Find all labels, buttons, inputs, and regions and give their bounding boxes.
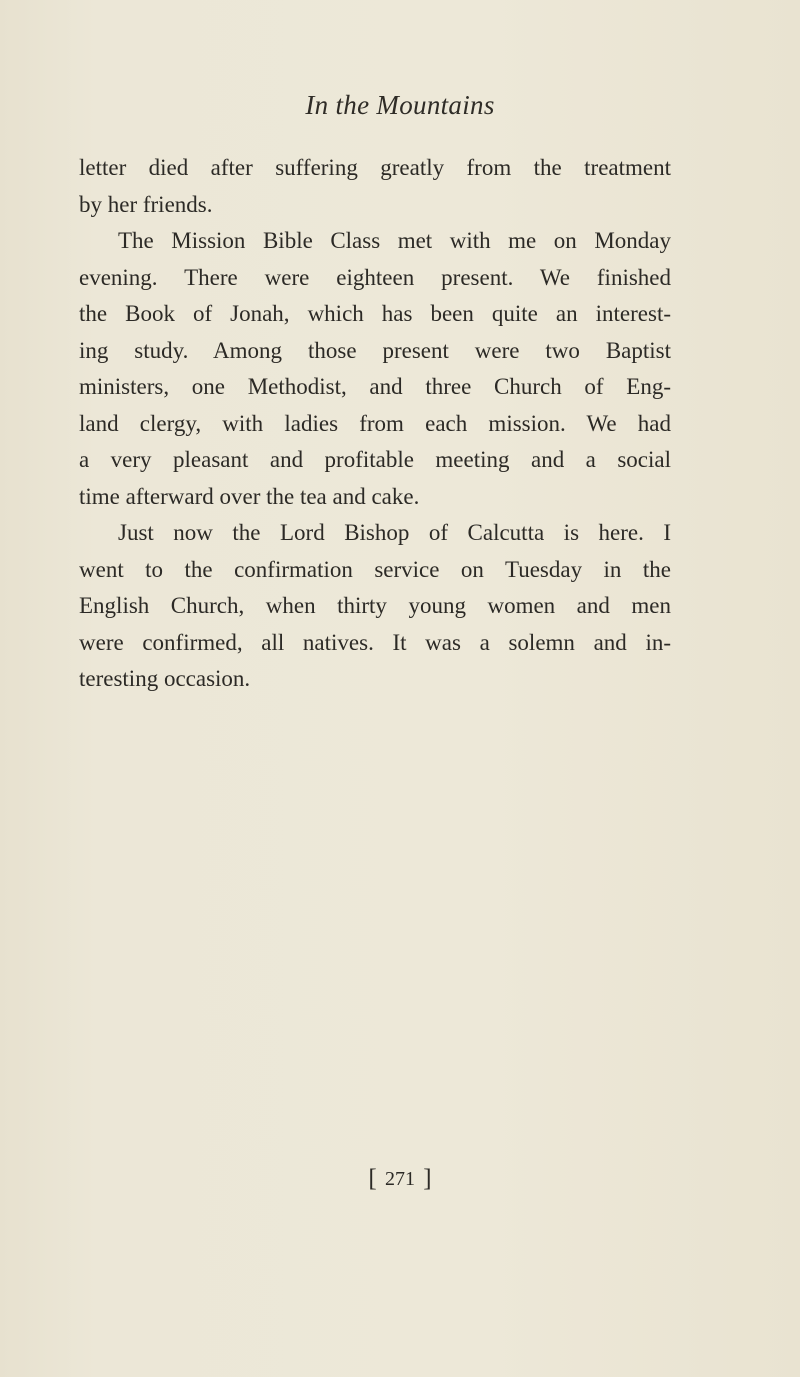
running-head: In the Mountains — [305, 90, 495, 120]
page-number — [0, 1165, 800, 1193]
text-line: ing study. Among those present were two Baptist — [79, 337, 671, 363]
text-line: letter died after suffering greatly from the treatment — [79, 155, 671, 180]
folio-open-bracket: [ — [368, 1165, 377, 1192]
text-line: by her friends. — [79, 191, 213, 217]
text-line: the Book of Jonah, which has been quite an interest- — [79, 301, 671, 326]
text-line: Just now the Lord Bishop of Calcutta is here. I — [118, 520, 671, 545]
text-line: time afterward over the tea and cake. — [79, 483, 420, 509]
text-line: evening. There were eighteen present. We finished — [79, 264, 671, 290]
folio-close-bracket: ] — [423, 1165, 432, 1192]
text-line: teresting occasion. — [79, 666, 251, 691]
text-line: a very pleasant and profitable meeting and a social — [79, 447, 671, 472]
text-line: English Church, when thirty young women and men — [79, 593, 671, 618]
text-line: ministers, one Methodist, and three Church of Eng- — [79, 374, 671, 399]
text-line: were confirmed, all natives. It was a solemn and in- — [79, 629, 671, 655]
text-line: land clergy, with ladies from each mission. We had — [79, 410, 671, 436]
folio-number: 271 — [385, 1168, 415, 1190]
text-line: went to the confirmation service on Tuesday in the — [79, 556, 671, 582]
body-text — [79, 150, 671, 698]
text-line: The Mission Bible Class met with me on Monday — [118, 228, 671, 253]
